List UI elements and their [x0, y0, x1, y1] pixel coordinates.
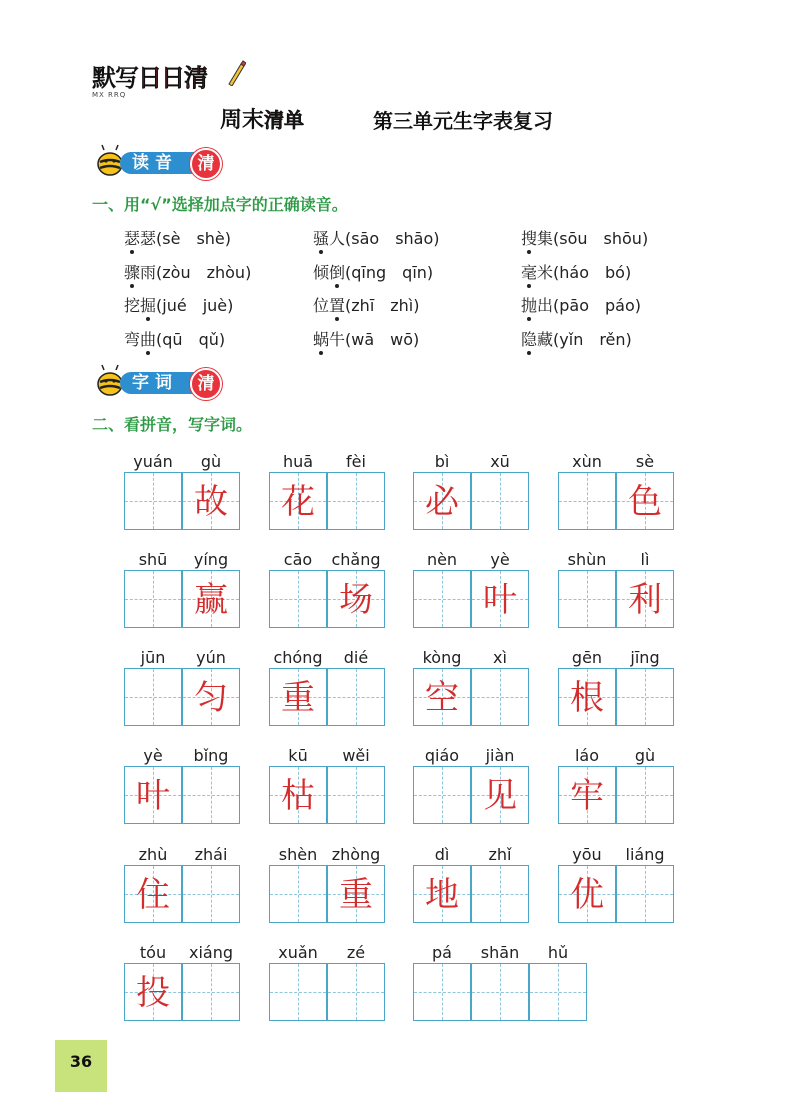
pinyin-options[interactable]: (wā wō)	[345, 330, 420, 349]
question-2-title: 二、看拼音，写字词。	[92, 415, 253, 434]
writing-box[interactable]	[124, 865, 182, 923]
word-prefix: 挖	[124, 296, 141, 315]
pronunciation-item	[124, 226, 231, 249]
pinyin-label: fèi	[346, 452, 366, 471]
item-word	[124, 330, 156, 349]
writing-box[interactable]	[413, 570, 471, 628]
section-banner-words	[92, 368, 232, 398]
dotted-character: 瑟	[124, 226, 140, 249]
pinyin-label: jūn	[140, 648, 166, 667]
filled-character	[617, 767, 673, 823]
writing-box[interactable]	[616, 472, 674, 530]
item-word	[521, 263, 553, 282]
pinyin-label: dì	[434, 845, 450, 864]
filled-character: 赢	[194, 580, 228, 620]
filled-character	[414, 964, 470, 1020]
writing-box[interactable]	[327, 570, 385, 628]
pinyin-label: shū	[138, 550, 168, 569]
writing-box[interactable]	[558, 766, 616, 824]
filled-character: 色	[628, 482, 662, 522]
word-prefix: 倾	[313, 263, 330, 282]
filled-character: 叶	[483, 580, 517, 620]
dotted-character: 置	[329, 293, 345, 316]
section-label: 读音	[120, 152, 214, 174]
filled-character	[183, 964, 239, 1020]
writing-box[interactable]	[182, 668, 240, 726]
writing-box[interactable]	[269, 766, 327, 824]
logo-subtext: MX RRQ	[92, 91, 127, 99]
pinyin-label: gù	[634, 746, 656, 765]
section-banner-pronunciation	[92, 148, 232, 178]
pinyin-label: nèn	[426, 550, 458, 569]
filled-character	[530, 964, 586, 1020]
writing-box[interactable]	[471, 668, 529, 726]
item-word	[124, 229, 156, 248]
writing-box[interactable]	[269, 668, 327, 726]
item-word	[521, 330, 553, 349]
writing-box[interactable]	[182, 963, 240, 1021]
filled-character	[328, 767, 384, 823]
pronunciation-item	[124, 260, 251, 283]
item-word	[313, 229, 345, 248]
pinyin-label: zhù	[138, 845, 168, 864]
page-title: 第三单元生字表复习	[373, 109, 553, 133]
pinyin-label: yuán	[133, 452, 173, 471]
filled-character	[183, 767, 239, 823]
filled-character: 投	[136, 973, 170, 1013]
filled-character	[414, 767, 470, 823]
filled-character: 重	[281, 678, 315, 718]
pinyin-label: bì	[434, 452, 450, 471]
writing-box[interactable]	[558, 472, 616, 530]
pinyin-label: zé	[346, 943, 366, 962]
writing-box[interactable]	[124, 963, 182, 1021]
writing-box[interactable]	[616, 766, 674, 824]
pinyin-label: yún	[196, 648, 226, 667]
writing-box[interactable]	[413, 668, 471, 726]
pinyin-options[interactable]: (zhī zhì)	[345, 296, 420, 315]
word-prefix: 位	[313, 296, 330, 315]
writing-box[interactable]	[182, 472, 240, 530]
pinyin-label: kòng	[422, 648, 462, 667]
dotted-character: 曲	[140, 327, 156, 350]
writing-box[interactable]	[471, 865, 529, 923]
pinyin-label: huā	[282, 452, 314, 471]
pinyin-options[interactable]: (zòu zhòu)	[156, 263, 252, 282]
pinyin-label: sè	[635, 452, 655, 471]
writing-box[interactable]	[269, 865, 327, 923]
writing-box[interactable]	[327, 668, 385, 726]
dotted-character: 隐	[521, 327, 537, 350]
writing-box[interactable]	[269, 570, 327, 628]
pinyin-label: yè	[490, 550, 510, 569]
dotted-character: 骤	[124, 260, 140, 283]
pinyin-label: zhái	[194, 845, 228, 864]
pinyin-label: zhòng	[331, 845, 381, 864]
pinyin-label: zhǐ	[488, 845, 512, 864]
writing-box[interactable]	[182, 865, 240, 923]
pinyin-label: xū	[490, 452, 510, 471]
page-title-weekend	[220, 103, 304, 134]
writing-box[interactable]	[616, 668, 674, 726]
item-word	[124, 296, 156, 315]
pinyin-label: xiáng	[188, 943, 233, 962]
item-word	[124, 263, 156, 282]
pinyin-options[interactable]: (sāo shāo)	[345, 229, 440, 248]
pronunciation-item	[521, 260, 631, 283]
pronunciation-item	[124, 293, 233, 316]
pinyin-label: gēn	[571, 648, 603, 667]
filled-character: 叶	[136, 776, 170, 816]
item-word	[313, 263, 345, 282]
word-suffix: 牛	[329, 330, 346, 349]
dotted-character: 倒	[329, 260, 345, 283]
pinyin-label: chóng	[273, 648, 323, 667]
item-word	[521, 229, 553, 248]
pinyin-options[interactable]: (pāo páo)	[553, 296, 642, 315]
pinyin-label: xì	[493, 648, 507, 667]
dotted-character: 搜	[521, 226, 537, 249]
logo-highlight-text: 日日清	[138, 64, 207, 92]
pronunciation-item	[313, 327, 419, 350]
filled-character	[125, 669, 181, 725]
section-badge: 清	[190, 148, 222, 180]
pronunciation-item	[124, 327, 225, 350]
filled-character: 枯	[281, 776, 315, 816]
filled-character: 优	[570, 875, 604, 915]
pinyin-label: láo	[574, 746, 600, 765]
page-number: 36	[69, 1052, 93, 1071]
filled-character	[414, 571, 470, 627]
filled-character: 根	[570, 678, 604, 718]
filled-character: 故	[194, 482, 228, 522]
writing-box[interactable]	[327, 865, 385, 923]
pinyin-options[interactable]: (qīng qīn)	[345, 263, 434, 282]
filled-character: 重	[339, 875, 373, 915]
writing-box[interactable]	[471, 570, 529, 628]
title-stamp: 清单	[264, 108, 305, 132]
pronunciation-item	[313, 293, 420, 316]
pinyin-label: chǎng	[331, 550, 381, 569]
writing-box[interactable]	[413, 865, 471, 923]
writing-box[interactable]	[558, 668, 616, 726]
dotted-character: 掘	[140, 293, 156, 316]
writing-box[interactable]	[327, 766, 385, 824]
word-suffix: 集	[537, 229, 554, 248]
filled-character	[559, 571, 615, 627]
pinyin-label: yíng	[193, 550, 229, 569]
pinyin-label: yōu	[572, 845, 602, 864]
writing-box[interactable]	[182, 766, 240, 824]
filled-character	[472, 669, 528, 725]
word-prefix: 弯	[124, 330, 141, 349]
pronunciation-item	[313, 226, 440, 249]
filled-character	[328, 964, 384, 1020]
writing-box[interactable]	[124, 570, 182, 628]
word-suffix: 出	[537, 296, 554, 315]
pinyin-options[interactable]: (sōu shōu)	[553, 229, 649, 248]
pinyin-label: tóu	[139, 943, 167, 962]
filled-character: 牢	[570, 776, 604, 816]
pinyin-label: hǔ	[547, 943, 569, 962]
filled-character	[472, 964, 528, 1020]
dotted-character: 抛	[521, 293, 537, 316]
pinyin-options[interactable]: (yǐn rěn)	[553, 330, 632, 349]
filled-character	[559, 473, 615, 529]
pinyin-options[interactable]: (háo bó)	[553, 263, 632, 282]
pronunciation-item	[521, 226, 648, 249]
pinyin-label: jiàn	[485, 746, 515, 765]
item-word	[521, 296, 553, 315]
pronunciation-item	[521, 293, 641, 316]
pinyin-label: cāo	[283, 550, 313, 569]
writing-box[interactable]	[471, 766, 529, 824]
pinyin-options[interactable]: (jué juè)	[156, 296, 234, 315]
word-suffix: 米	[537, 263, 554, 282]
writing-box[interactable]	[269, 963, 327, 1021]
logo-main-text: 默写	[92, 64, 138, 92]
pinyin-label: gù	[200, 452, 222, 471]
writing-box[interactable]	[413, 472, 471, 530]
writing-box[interactable]	[413, 766, 471, 824]
writing-box[interactable]	[327, 963, 385, 1021]
pinyin-label: dié	[343, 648, 369, 667]
filled-character	[183, 866, 239, 922]
filled-character	[472, 473, 528, 529]
dotted-character: 蜗	[313, 327, 329, 350]
filled-character	[617, 669, 673, 725]
filled-character	[270, 964, 326, 1020]
writing-box[interactable]	[529, 963, 587, 1021]
pinyin-label: pá	[432, 943, 452, 962]
filled-character	[270, 571, 326, 627]
writing-box[interactable]	[269, 472, 327, 530]
filled-character: 地	[425, 875, 459, 915]
filled-character: 场	[339, 580, 373, 620]
writing-box[interactable]	[124, 668, 182, 726]
pinyin-label: liáng	[625, 845, 665, 864]
writing-box[interactable]	[327, 472, 385, 530]
filled-character	[125, 473, 181, 529]
writing-box[interactable]	[471, 472, 529, 530]
item-word	[313, 330, 345, 349]
pinyin-options[interactable]: (sè shè)	[156, 229, 232, 248]
pen-icon	[226, 60, 246, 86]
writing-box[interactable]	[616, 570, 674, 628]
pinyin-label: xùn	[572, 452, 602, 471]
word-suffix: 雨	[140, 263, 157, 282]
logo	[92, 58, 242, 99]
word-suffix: 人	[329, 229, 346, 248]
writing-box[interactable]	[558, 570, 616, 628]
filled-character: 必	[425, 482, 459, 522]
filled-character: 空	[425, 678, 459, 718]
filled-character: 利	[628, 580, 662, 620]
title-left-text: 周末	[220, 108, 265, 133]
pinyin-label: qiáo	[424, 746, 460, 765]
filled-character: 花	[281, 482, 315, 522]
filled-character	[472, 866, 528, 922]
writing-box[interactable]	[471, 963, 529, 1021]
pinyin-label: yè	[143, 746, 163, 765]
writing-box[interactable]	[124, 766, 182, 824]
word-suffix: 藏	[537, 330, 554, 349]
section-badge: 清	[190, 368, 222, 400]
writing-box[interactable]	[558, 865, 616, 923]
filled-character	[328, 473, 384, 529]
pinyin-label: shùn	[567, 550, 607, 569]
filled-character: 住	[136, 875, 170, 915]
filled-character	[125, 571, 181, 627]
writing-box[interactable]	[124, 472, 182, 530]
pinyin-label: wěi	[342, 746, 370, 765]
dotted-character: 毫	[521, 260, 537, 283]
pinyin-label: shān	[480, 943, 520, 962]
filled-character: 见	[483, 776, 517, 816]
writing-box[interactable]	[413, 963, 471, 1021]
pinyin-label: kū	[288, 746, 308, 765]
writing-box[interactable]	[182, 570, 240, 628]
pronunciation-item	[521, 327, 632, 350]
pinyin-label: jīng	[630, 648, 660, 667]
pinyin-label: bǐng	[193, 746, 229, 765]
filled-character	[328, 669, 384, 725]
filled-character	[617, 866, 673, 922]
section-label: 字词	[120, 372, 214, 394]
pinyin-label: shèn	[278, 845, 318, 864]
dotted-character: 骚	[313, 226, 329, 249]
pinyin-label: xuǎn	[278, 943, 318, 962]
filled-character	[270, 866, 326, 922]
word-suffix: 瑟	[140, 229, 157, 248]
pinyin-options[interactable]: (qū qǔ)	[156, 330, 226, 349]
pronunciation-item	[313, 260, 433, 283]
writing-box[interactable]	[616, 865, 674, 923]
pinyin-label: lì	[640, 550, 650, 569]
filled-character: 匀	[194, 678, 228, 718]
question-1-title: 一、用“√”选择加点字的正确读音。	[92, 195, 348, 214]
item-word	[313, 296, 345, 315]
